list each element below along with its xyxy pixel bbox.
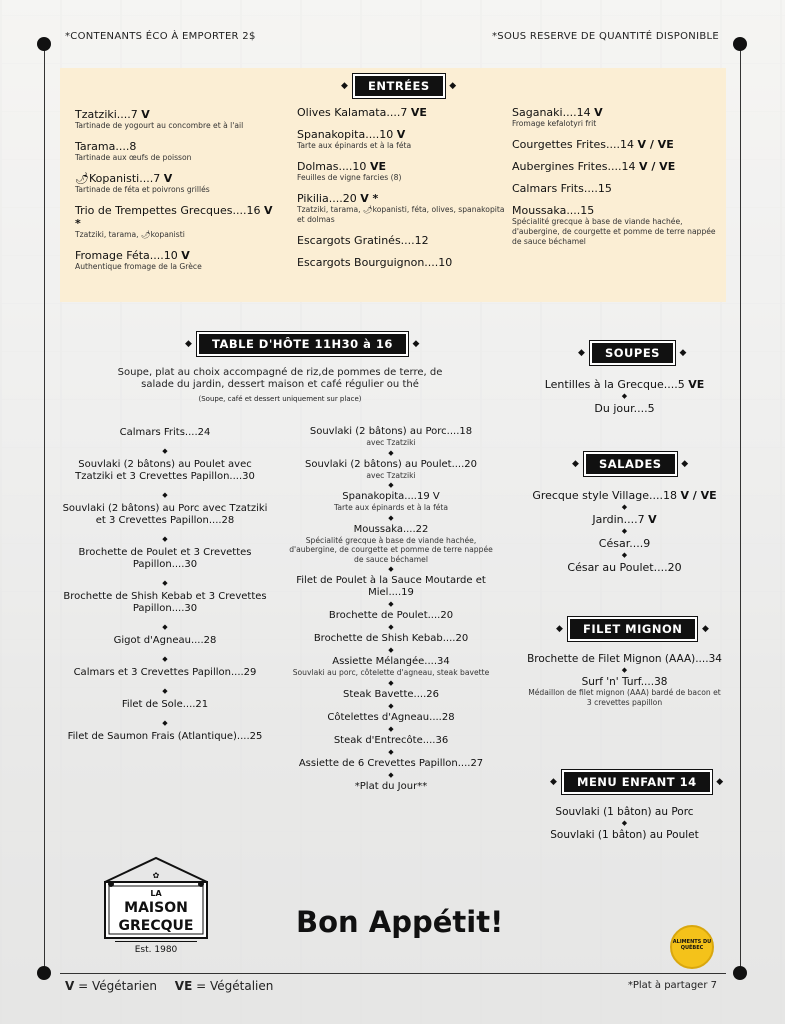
entree-diet-tag: V bbox=[141, 108, 150, 121]
entree-name bbox=[297, 256, 507, 269]
entree-item bbox=[297, 256, 507, 269]
enfant-list bbox=[512, 806, 737, 841]
table-hote-item bbox=[285, 459, 497, 481]
table-hote-item bbox=[60, 591, 270, 615]
diamond-separator: ◆ bbox=[388, 678, 394, 687]
entree-desc: Tzatziki, tarama, 🌶kopanisti bbox=[75, 230, 185, 239]
table-hote-item-name: Assiette de 6 Crevettes Papillon....27 bbox=[298, 757, 484, 769]
salades-diet-tag: V / VE bbox=[680, 489, 717, 502]
entrees-col-1 bbox=[75, 108, 280, 281]
table-hote-intro-note: (Soupe, café et dessert uniquement sur place) bbox=[198, 395, 362, 403]
entree-name bbox=[75, 108, 280, 121]
logo-line1: LA bbox=[150, 889, 162, 898]
entree-desc: Authentique fromage de la Grèce bbox=[75, 262, 202, 271]
table-hote-item-name: Steak d'Entrecôte....36 bbox=[333, 734, 449, 746]
entree-name-text: Tarama....8 bbox=[75, 140, 137, 153]
entree-diet-tag: VE bbox=[369, 160, 386, 173]
entree-item bbox=[297, 106, 507, 119]
entree-item bbox=[75, 172, 280, 195]
enfant-title: ◆ MENU ENFANT 14 ◆ bbox=[562, 770, 712, 794]
diamond-separator: ◆ bbox=[388, 481, 394, 489]
diamond-separator: ◆ bbox=[388, 600, 394, 608]
table-hote-item-name: Gigot d'Agneau....28 bbox=[113, 635, 217, 646]
corner-dot-tr bbox=[733, 37, 747, 51]
table-hote-item-desc: avec Tzatziki bbox=[366, 470, 416, 480]
entree-desc: Tarte aux épinards et à la féta bbox=[297, 141, 412, 150]
salades-title: ◆ SALADES ◆ bbox=[584, 452, 677, 476]
enfant-item-name bbox=[512, 829, 737, 841]
soupes-item-text: Du jour....5 bbox=[594, 402, 655, 415]
entree-diet-tag: V / VE bbox=[637, 138, 674, 151]
logo-line3: GRECQUE bbox=[118, 918, 194, 934]
entree-name-text: Pikilia....20 bbox=[297, 192, 357, 205]
logo-line2: MAISON bbox=[124, 900, 188, 916]
frame-right-line bbox=[740, 44, 741, 974]
entree-item bbox=[512, 204, 720, 247]
corner-dot-br bbox=[733, 966, 747, 980]
entree-name bbox=[75, 249, 280, 262]
entree-name bbox=[75, 204, 280, 230]
diamond-separator: ◆ bbox=[388, 770, 394, 779]
entree-item bbox=[512, 106, 720, 129]
salades-item bbox=[512, 561, 737, 574]
entree-item bbox=[297, 192, 507, 225]
entree-desc: Fromage kefalotyri frit bbox=[512, 119, 597, 128]
salades-item-text: Jardin....7 bbox=[592, 513, 645, 526]
soupes-list bbox=[512, 378, 737, 415]
entree-desc: Feuilles de vigne farcies (8) bbox=[297, 173, 402, 182]
entrees-title: ◆ ENTRÉES ◆ bbox=[353, 74, 445, 98]
table-hote-item bbox=[285, 426, 497, 448]
soupes-item-name bbox=[512, 402, 737, 415]
entree-name-text: Courgettes Frites....14 bbox=[512, 138, 634, 151]
table-hote-intro: Soupe, plat au choix accompagné de riz,de pommes de terre, de salade du jardin, dessert maison et café régulier ou thé bbox=[117, 367, 443, 390]
frame-left-line bbox=[44, 44, 45, 974]
aliments-quebec-badge bbox=[670, 925, 714, 969]
diamond-separator: ◆ bbox=[162, 719, 168, 727]
table-hote-title: ◆ TABLE D'HÔTE 11H30 à 16 ◆ bbox=[197, 332, 408, 356]
entree-desc: Tartinade aux œufs de poisson bbox=[75, 153, 192, 162]
entree-diet-tag: V bbox=[396, 128, 406, 141]
table-hote-item bbox=[60, 731, 270, 743]
enfant-item-text: Souvlaki (1 bâton) au Porc bbox=[555, 806, 694, 818]
entree-name bbox=[297, 234, 507, 247]
entree-item bbox=[75, 108, 280, 131]
entree-name bbox=[512, 160, 720, 173]
table-hote-item-name: Souvlaki (2 bâtons) au Poulet....20 bbox=[304, 458, 478, 470]
filet-item bbox=[512, 676, 737, 708]
entree-name-text: Dolmas....10 bbox=[297, 160, 367, 173]
entree-name-text: Spanakopita....10 bbox=[297, 128, 394, 141]
badge-text: ALIMENTS DU QUÉBEC bbox=[672, 939, 712, 951]
diamond-separator: ◆ bbox=[388, 747, 394, 756]
salades-item bbox=[512, 537, 737, 550]
diamond-separator: ◆ bbox=[621, 503, 628, 511]
table-hote-item bbox=[285, 712, 497, 724]
diamond-separator: ◆ bbox=[388, 646, 394, 654]
entree-desc: Spécialité grecque à base de viande hachée, d'aubergine, de courgette et pomme de terre nappée de sauce béchamel bbox=[512, 217, 716, 246]
entree-name bbox=[297, 128, 507, 141]
diamond-separator: ◆ bbox=[162, 655, 168, 663]
table-hote-item-name: Filet de Saumon Frais (Atlantique)....25 bbox=[67, 731, 263, 742]
salades-item-name bbox=[512, 561, 737, 574]
entree-name bbox=[297, 160, 507, 173]
table-hote-item-name: Brochette de Shish Kebab....20 bbox=[313, 633, 469, 644]
diamond-separator: ◆ bbox=[162, 687, 168, 695]
table-hote-item-name: Filet de Poulet à la Sauce Moutarde et Miel....19 bbox=[296, 575, 486, 598]
enfant-item-name bbox=[512, 806, 737, 818]
entree-name bbox=[75, 172, 280, 185]
entree-item bbox=[512, 182, 720, 195]
table-hote-item bbox=[285, 689, 497, 701]
table-hote-item bbox=[60, 459, 270, 483]
diamond-separator: ◆ bbox=[621, 551, 628, 559]
entree-desc: Tartinade de yogourt au concombre et à l'ail bbox=[75, 121, 244, 130]
entree-diet-tag: V bbox=[181, 249, 190, 262]
entree-name-text: 🌶Kopanisti....7 bbox=[75, 172, 161, 185]
sharing-note: *Plat à partager 7 bbox=[627, 980, 717, 991]
table-hote-item-name: Brochette de Shish Kebab et 3 Crevettes Papillon....30 bbox=[63, 591, 267, 614]
enfant-item-text: Souvlaki (1 bâton) au Poulet bbox=[550, 829, 699, 841]
entree-name-text: Escargots Gratinés....12 bbox=[297, 234, 429, 247]
entree-name bbox=[512, 182, 720, 195]
logo-est: Est. 1980 bbox=[134, 945, 178, 954]
salades-list bbox=[512, 489, 737, 574]
table-hote-item bbox=[285, 491, 497, 513]
diamond-separator: ◆ bbox=[388, 565, 394, 573]
table-hote-item bbox=[285, 610, 497, 622]
entree-name bbox=[512, 138, 720, 151]
entree-item bbox=[297, 128, 507, 151]
entree-name-text: Moussaka....15 bbox=[512, 204, 595, 217]
salades-item-text: Grecque style Village....18 bbox=[532, 489, 677, 502]
entree-desc: Tzatziki, tarama, 🌶kopanisti, féta, olives, spanakopita et dolmas bbox=[297, 205, 505, 224]
diamond-separator: ◆ bbox=[162, 447, 168, 455]
entree-item bbox=[75, 204, 280, 240]
table-hote-item bbox=[285, 524, 497, 565]
filet-title: ◆ FILET MIGNON ◆ bbox=[568, 617, 697, 641]
entree-name-text: Olives Kalamata....7 bbox=[297, 106, 408, 119]
entree-item bbox=[512, 138, 720, 151]
entrees-section bbox=[60, 68, 726, 302]
table-hote-item bbox=[60, 699, 270, 711]
table-hote-item-desc: Souvlaki au porc, côtelette d'agneau, steak bavette bbox=[292, 668, 490, 677]
entree-name bbox=[512, 106, 720, 119]
table-hote-item-name: Souvlaki (2 bâtons) au Porc....18 bbox=[309, 426, 473, 437]
legend-v-label: = Végétarien bbox=[78, 979, 157, 993]
table-hote-right-col bbox=[285, 426, 497, 793]
table-hote-item bbox=[60, 427, 270, 439]
enfant-item bbox=[512, 829, 737, 841]
entree-name-text: Trio de Trempettes Grecques....16 bbox=[75, 204, 261, 217]
corner-dot-bl bbox=[37, 966, 51, 980]
entree-name-text: Aubergines Frites....14 bbox=[512, 160, 636, 173]
entree-name bbox=[297, 192, 507, 205]
takeout-note: *CONTENANTS ÉCO À EMPORTER 2$ bbox=[65, 31, 256, 42]
table-hote-item bbox=[285, 633, 497, 645]
salades-diet-tag: V bbox=[648, 513, 657, 526]
frame-bottom-line bbox=[60, 973, 726, 974]
entree-desc: Tartinade de féta et poivrons grillés bbox=[75, 185, 210, 194]
table-hote-item-name: Calmars et 3 Crevettes Papillon....29 bbox=[73, 667, 257, 678]
entree-item bbox=[75, 140, 280, 163]
entree-diet-tag: V * bbox=[360, 192, 379, 205]
entree-name bbox=[75, 140, 280, 153]
table-hote-item-desc: avec Tzatziki bbox=[366, 438, 416, 447]
filet-list bbox=[512, 653, 737, 708]
table-hote-item bbox=[60, 667, 270, 679]
table-hote-item-name: Brochette de Poulet....20 bbox=[328, 610, 454, 621]
table-hote-item bbox=[285, 575, 497, 599]
filet-item-desc: Médaillon de filet mignon (AAA) bardé de bacon et 3 crevettes papillon bbox=[528, 688, 721, 707]
diamond-separator: ◆ bbox=[621, 819, 628, 827]
table-hote-item bbox=[285, 781, 497, 793]
legend bbox=[65, 979, 273, 993]
entree-name-text: Fromage Féta....10 bbox=[75, 249, 178, 262]
diamond-separator: ◆ bbox=[388, 513, 394, 522]
table-hote-item-name: Filet de Sole....21 bbox=[121, 699, 209, 710]
table-hote-item-desc: Tarte aux épinards et à la féta bbox=[333, 503, 449, 512]
maison-grecque-logo bbox=[97, 850, 215, 954]
legend-ve: VE bbox=[174, 979, 193, 993]
table-hote-left-col bbox=[60, 427, 270, 743]
filet-item bbox=[512, 653, 737, 665]
salades-item-text: César au Poulet....20 bbox=[567, 561, 682, 574]
diamond-separator: ◆ bbox=[621, 666, 628, 674]
diamond-separator: ◆ bbox=[621, 527, 628, 535]
table-hote-item bbox=[285, 758, 497, 770]
diamond-separator: ◆ bbox=[388, 623, 394, 631]
entree-name-text: Calmars Frits....15 bbox=[512, 182, 612, 195]
salades-item-name bbox=[512, 513, 737, 526]
table-hote-item bbox=[60, 503, 270, 527]
soupes-title: ◆ SOUPES ◆ bbox=[590, 341, 675, 365]
entree-diet-tag: V bbox=[163, 172, 173, 185]
entrees-col-3 bbox=[512, 106, 720, 256]
table-hote-item-name: Assiette Mélangée....34 bbox=[332, 656, 450, 667]
entree-name bbox=[512, 204, 720, 217]
table-hote-item-name: Steak Bavette....26 bbox=[342, 688, 439, 700]
salades-item-name bbox=[512, 489, 737, 502]
entree-diet-tag: V / VE bbox=[638, 160, 676, 173]
diamond-separator: ◆ bbox=[388, 448, 394, 457]
entree-item bbox=[297, 234, 507, 247]
soupes-item bbox=[512, 402, 737, 415]
entree-diet-tag: V bbox=[594, 106, 603, 119]
diamond-separator: ◆ bbox=[388, 724, 394, 733]
filet-item-name bbox=[512, 676, 737, 688]
table-hote-item-name: Spanakopita....19 V bbox=[342, 491, 440, 502]
salades-item bbox=[512, 489, 737, 502]
table-hote-item bbox=[285, 656, 497, 678]
availability-note: *SOUS RESERVE DE QUANTITÉ DISPONIBLE bbox=[492, 31, 719, 42]
svg-text:✿: ✿ bbox=[152, 871, 160, 880]
bon-appetit: Bon Appétit! bbox=[296, 905, 504, 939]
table-hote-item bbox=[60, 635, 270, 647]
table-hote-item-name: *Plat du Jour** bbox=[354, 780, 428, 792]
entree-name-text: Saganaki....14 bbox=[512, 106, 591, 119]
table-hote-item-name: Calmars Frits....24 bbox=[119, 427, 211, 438]
corner-dot-tl bbox=[37, 37, 51, 51]
entrees-col-2 bbox=[297, 106, 507, 278]
diamond-separator: ◆ bbox=[162, 579, 168, 587]
filet-item-text: Brochette de Filet Mignon (AAA)....34 bbox=[527, 653, 722, 665]
table-hote-item-name: Souvlaki (2 bâtons) au Porc avec Tzatziki et 3 Crevettes Papillon....28 bbox=[62, 503, 268, 526]
entree-item bbox=[297, 160, 507, 183]
salades-item-name bbox=[512, 537, 737, 550]
enfant-item bbox=[512, 806, 737, 818]
table-hote-item-name: Brochette de Poulet et 3 Crevettes Papillon....30 bbox=[78, 547, 252, 570]
table-hote-item bbox=[60, 547, 270, 571]
entree-name-text: Tzatziki....7 bbox=[75, 108, 138, 121]
salades-item bbox=[512, 513, 737, 526]
diamond-separator: ◆ bbox=[162, 623, 168, 631]
filet-item-text: Surf 'n' Turf....38 bbox=[581, 676, 668, 688]
entree-item bbox=[512, 160, 720, 173]
diamond-separator: ◆ bbox=[162, 535, 168, 543]
table-hote-item-name: Souvlaki (2 bâtons) au Poulet avec Tzatziki et 3 Crevettes Papillon....30 bbox=[75, 459, 255, 482]
entree-diet-tag: VE bbox=[410, 106, 427, 119]
entree-item bbox=[75, 249, 280, 272]
legend-v: V bbox=[65, 979, 75, 993]
table-hote-item-name: Moussaka....22 bbox=[353, 523, 429, 535]
entree-name-text: Escargots Bourguignon....10 bbox=[297, 256, 453, 269]
diamond-separator: ◆ bbox=[388, 701, 394, 710]
filet-item-name bbox=[512, 653, 737, 665]
soupes-diet-tag: VE bbox=[688, 378, 705, 391]
table-hote-item-desc: Spécialité grecque à base de viande hachée, d'aubergine, de courgette et pomme de terre nappée de sauce béchamel bbox=[289, 535, 493, 564]
diamond-separator: ◆ bbox=[621, 392, 628, 400]
legend-ve-label: = Végétalien bbox=[196, 979, 274, 993]
entree-name bbox=[297, 106, 507, 119]
table-hote-item-name: Côtelettes d'Agneau....28 bbox=[327, 711, 455, 723]
soupes-item-text: Lentilles à la Grecque....5 bbox=[544, 378, 685, 391]
table-hote-item bbox=[285, 735, 497, 747]
salades-item-text: César....9 bbox=[598, 537, 651, 550]
soupes-item-name bbox=[512, 378, 737, 391]
entree-diet-tag: V * bbox=[75, 204, 273, 230]
diamond-separator: ◆ bbox=[162, 491, 168, 499]
soupes-item bbox=[512, 378, 737, 391]
